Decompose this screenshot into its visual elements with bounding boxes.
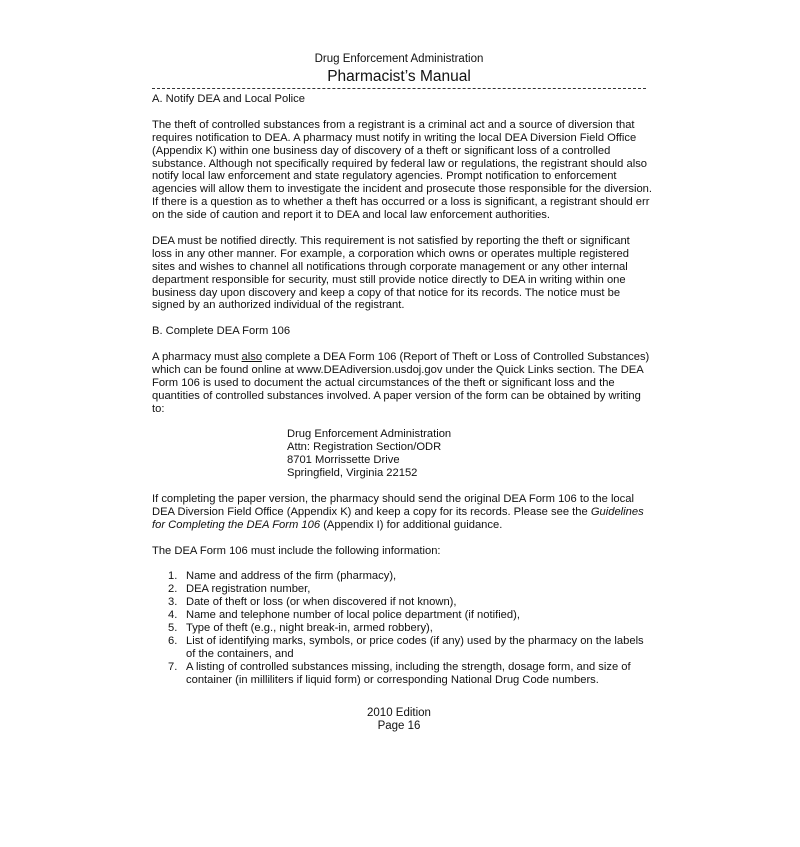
list-item-text: Type of theft (e.g., night break-in, armed robbery),: [186, 622, 433, 635]
address-line: Drug Enforcement Administration: [287, 428, 452, 441]
section-b-paragraph-3: The DEA Form 106 must include the following information:: [152, 544, 441, 557]
document-body: [152, 93, 652, 687]
list-item-number: 5.: [168, 622, 178, 635]
header-agency: Drug Enforcement Administration: [314, 53, 484, 65]
section-b-paragraph-2-part-2: (Appendix I) for additional guidance.: [320, 518, 503, 531]
section-a-paragraph-2: DEA must be notified directly. This requirement is not satisfied by reporting the theft or significant loss in any other manner. For example, a corporation which owns or operates multiple registered sites and wishes to channel all notifications through corporate management or any other internal department responsible for security, must still provide notice directly to DEA in writing within one business day upon discovery and keep a copy of that notice for its records. The notice must be signed by an authorized individual of the registrant.: [152, 234, 630, 312]
section-b-paragraph-1: [152, 351, 652, 416]
page-footer: [152, 707, 646, 733]
list-item: [168, 622, 652, 635]
page-header: [152, 52, 646, 86]
list-item-text: DEA registration number,: [186, 583, 311, 596]
footer-page-number: Page 16: [377, 720, 421, 732]
mailing-address: [287, 428, 652, 480]
list-item: [168, 635, 652, 661]
required-information-list: [152, 570, 652, 686]
address-line: 8701 Morrissette Drive: [287, 454, 400, 467]
section-a-paragraph-1: The theft of controlled substances from a registrant is a criminal act and a source of diversion that requires notification to DEA. A pharmacy must notify in writing the local DEA Diversion Field Office (Appendix K) within one business day of discovery of a theft or significant loss of a controlled substance. Although not specifically required by federal law or regulations, the registrant should also notify local law enforcement and state regulatory agencies. Prompt notification to enforcement agencies will allow them to investigate the incident and prosecute those responsible for the diversion. If there is a question as to whether a theft has occurred or a loss is significant, a registrant should err on the side of caution and report it to DEA and local law enforcement authorities.: [152, 118, 652, 222]
list-item-number: 1.: [168, 570, 178, 583]
list-item-text: A listing of controlled substances missing, including the strength, dosage form, and size of container (in milliliters if liquid form) or corresponding National Drug Code numbers.: [186, 660, 631, 686]
list-item-text: List of identifying marks, symbols, or price codes (if any) used by the pharmacy on the labels of the containers, and: [186, 634, 644, 660]
section-b-paragraph-2-part-1: If completing the paper version, the pharmacy should send the original DEA Form 106 to the local DEA Diversion Field Office (Appendix K) and keep a copy for its records. Please see the: [152, 493, 634, 518]
emphasis-also: also: [241, 351, 263, 364]
list-item: [168, 570, 652, 583]
section-b-heading: B. Complete DEA Form 106: [152, 325, 291, 338]
list-item-number: 2.: [168, 583, 178, 596]
section-b-paragraph-1-part-1: A pharmacy must: [152, 351, 242, 364]
section-a-heading: A. Notify DEA and Local Police: [152, 93, 305, 105]
section-b-paragraph-1-part-2: complete a DEA Form 106 (Report of Theft or Loss of Controlled Substances) which can be found online at www.DEAdiversion.usdoj.gov under the Quick Links section. The DEA Form 106 is used to document the actual circumstances of the theft or significant loss and the quantities of controlled substances involved. A paper version of the form can be obtained by writing to:: [152, 351, 650, 415]
list-item-number: 6.: [168, 634, 178, 647]
list-item-text: Name and address of the firm (pharmacy),: [186, 570, 397, 583]
list-item: [168, 596, 652, 609]
list-item: [168, 583, 652, 596]
header-divider: [152, 88, 646, 89]
section-b-paragraph-2: [152, 493, 652, 532]
header-title: Pharmacist’s Manual: [327, 68, 471, 85]
list-item-text: Name and telephone number of local police department (if notified),: [186, 609, 520, 622]
list-item: [168, 609, 652, 622]
list-item: [168, 661, 652, 687]
list-item-number: 4.: [168, 609, 178, 622]
address-line: Springfield, Virginia 22152: [287, 467, 418, 480]
list-item-number: 3.: [168, 596, 178, 609]
guidelines-title: Guidelines for Completing the DEA Form 106: [152, 505, 644, 531]
list-item-number: 7.: [168, 660, 178, 673]
list-item-text: Date of theft or loss (or when discovered if not known),: [186, 596, 457, 609]
address-line: Attn: Registration Section/ODR: [287, 441, 442, 454]
footer-edition: 2010 Edition: [367, 707, 431, 719]
